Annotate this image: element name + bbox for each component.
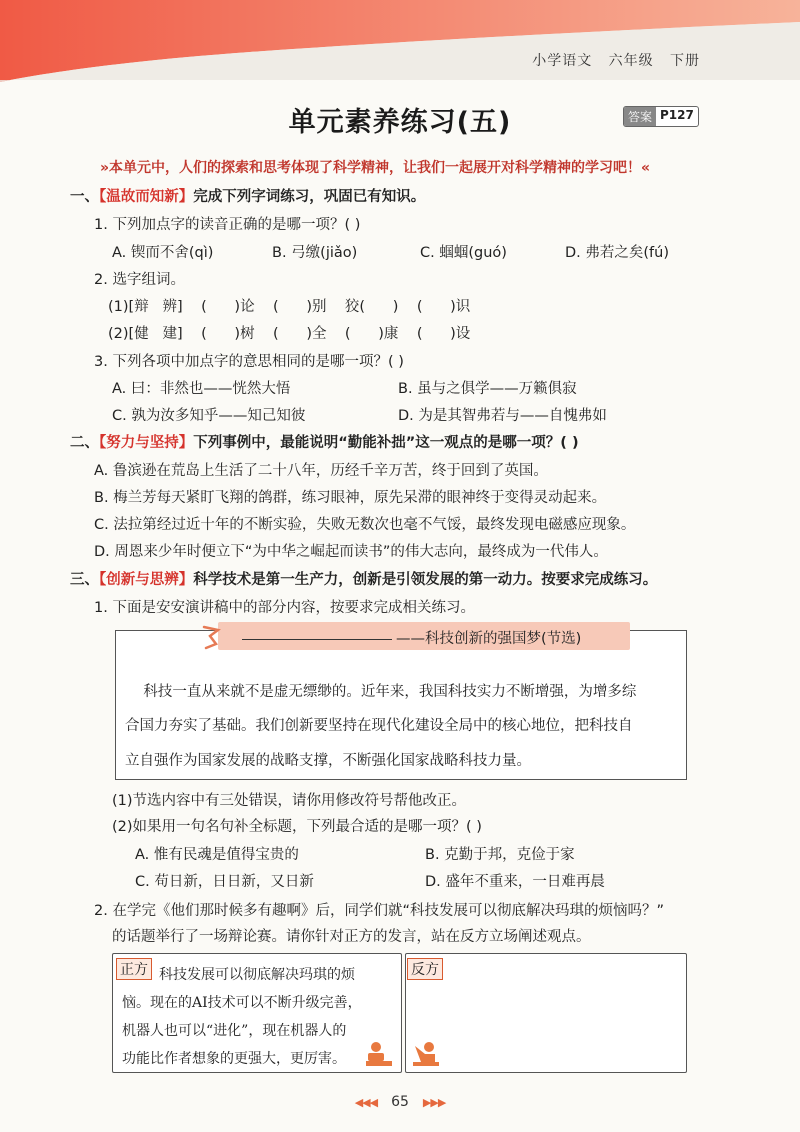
answer-reference xyxy=(623,106,699,127)
pro-line-4: 功能比作者想象的更强大，更厉害。 xyxy=(122,1051,346,1067)
question-1-3: 3. 下列各项中加点字的意思相同的是哪一项？( ) xyxy=(94,354,404,370)
q1-3-option-b: B. 虽与之俱学——万籁俱寂 xyxy=(398,381,577,397)
section-3-tag: 【创新与思辨】 xyxy=(99,572,194,588)
intro-left-mark: » xyxy=(100,160,110,176)
con-side-label: 反方 xyxy=(407,958,443,980)
q1-3-option-a: A. 曰：非然也——恍然大悟 xyxy=(112,381,291,397)
q1-2-row-1: (1)[辩 辨] ( )论 ( )别 狡( ) ( )识 xyxy=(108,299,471,315)
section-1-number: 一、 xyxy=(70,189,99,205)
section-1-tag: 【温故而知新】 xyxy=(99,189,194,205)
q1-1-option-c: C. 蝈蝈(guó) xyxy=(420,245,507,261)
pro-line-3: 机器人也可以“进化”，现在机器人的 xyxy=(122,1023,347,1039)
unit-intro xyxy=(100,157,650,177)
quote-mark-icon xyxy=(200,624,224,650)
section-1-text: 完成下列字词练习，巩固已有知识。 xyxy=(193,189,426,205)
pro-side-label: 正方 xyxy=(116,958,152,980)
q1-3-option-d: D. 为是其智弗若与——自愧弗如 xyxy=(398,408,607,424)
q2-option-d: D. 周恩来少年时便立下“为中华之崛起而读书”的伟大志向，最终成为一代伟人。 xyxy=(94,544,608,560)
section-3-text: 科学技术是第一生产力，创新是引领发展的第一动力。按要求完成练习。 xyxy=(193,572,658,588)
q1-1-option-a: A. 锲而不舍(qì) xyxy=(112,245,214,261)
speaker-figure-icon xyxy=(364,1040,396,1068)
question-3-2-line-1: 2. 在学完《他们那时候多有趣啊》后，同学们就“科技发展可以彻底解决玛琪的烦恼吗？” xyxy=(94,903,664,919)
q1-1-option-b: B. 弓缴(jiǎo) xyxy=(272,245,358,261)
page-title: 单元素养练习(五) xyxy=(288,107,512,138)
speech-title-bar xyxy=(218,622,630,650)
answer-page: P127 xyxy=(660,108,694,122)
intro-right-mark: « xyxy=(641,160,651,176)
q3-1-sub-2: (2)如果用一句名句补全标题，下列最合适的是哪一项？( ) xyxy=(112,819,482,835)
section-3-number: 三、 xyxy=(70,572,99,588)
intro-text: 本单元中，人们的探索和思考体现了科学精神，让我们一起展开对科学精神的学习吧！ xyxy=(109,160,642,176)
answer-label: 答案 xyxy=(624,107,656,126)
section-2-tag: 【努力与坚持】 xyxy=(99,435,194,451)
speech-line-1: 科技一直从来就不是虚无缥缈的。近年来，我国科技实力不断增强，为增多综 xyxy=(125,684,637,700)
section-2-number: 二、 xyxy=(70,435,99,451)
q2-option-a: A. 鲁滨逊在荒岛上生活了二十八年，历经千辛万苦，终于回到了英国。 xyxy=(94,463,548,479)
section-2-heading xyxy=(70,431,579,452)
pro-line-1: 科技发展可以彻底解决玛琪的烦 xyxy=(159,967,355,983)
section-3-heading xyxy=(70,568,657,589)
header-subject: 小学语文 xyxy=(532,53,593,69)
speech-line-2: 合国力夯实了基础。我们创新要坚持在现代化建设全局中的核心地位，把科技自 xyxy=(125,718,633,734)
section-1-heading xyxy=(70,185,425,206)
q3-1-sub-1: (1)节选内容中有三处错误，请你用修改符号帮他改正。 xyxy=(112,793,467,809)
speaker-figure-icon xyxy=(409,1040,441,1068)
con-side-panel xyxy=(405,953,687,1073)
section-2-text: 下列事例中，最能说明“勤能补拙”这一观点的是哪一项？( ) xyxy=(193,435,579,451)
next-arrows-icon: ▶▶▶ xyxy=(422,1096,446,1109)
prev-arrows-icon: ◀◀◀ xyxy=(354,1096,378,1109)
q2-option-b: B. 梅兰芳每天紧盯飞翔的鸽群，练习眼神，原先呆滞的眼神终于变得灵动起来。 xyxy=(94,490,607,506)
title-blank-line xyxy=(242,639,392,640)
question-3-2-line-2: 的话题举行了一场辩论赛。请你针对正方的发言，站在反方立场阐述观点。 xyxy=(112,929,591,945)
q2-option-c: C. 法拉第经过近十年的不断实验，失败无数次也毫不气馁，最终发现电磁感应现象。 xyxy=(94,517,636,533)
pro-line-2: 恼。现在的AI技术可以不断升级完善， xyxy=(122,995,362,1011)
question-1-1: 1. 下列加点字的读音正确的是哪一项？( ) xyxy=(94,217,361,233)
header-grade: 六年级 xyxy=(608,53,654,69)
header-info xyxy=(532,50,700,70)
speech-line-3: 立自强作为国家发展的战略支撑，不断强化国家战略科技力量。 xyxy=(125,753,531,769)
q3-1-option-c: C. 苟日新，日日新，又日新 xyxy=(135,874,314,890)
speech-subtitle: ——科技创新的强国梦(节选) xyxy=(396,631,582,647)
q1-2-row-2: (2)[健 建] ( )树 ( )全 ( )康 ( )设 xyxy=(108,326,471,342)
header-volume: 下册 xyxy=(670,53,700,69)
q3-1-option-d: D. 盛年不重来，一日难再晨 xyxy=(425,874,605,890)
page-number: 65 xyxy=(391,1094,409,1110)
q3-1-option-b: B. 克勤于邦，克俭于家 xyxy=(425,847,575,863)
q1-3-option-c: C. 孰为汝多知乎——知己知彼 xyxy=(112,408,306,424)
q1-1-option-d: D. 弗若之矣(fú) xyxy=(565,245,669,261)
question-3-1: 1. 下面是安安演讲稿中的部分内容，按要求完成相关练习。 xyxy=(94,600,475,616)
question-1-2: 2. 选字组词。 xyxy=(94,272,185,288)
page-footer xyxy=(0,1094,800,1110)
q3-1-option-a: A. 惟有民魂是值得宝贵的 xyxy=(135,847,299,863)
